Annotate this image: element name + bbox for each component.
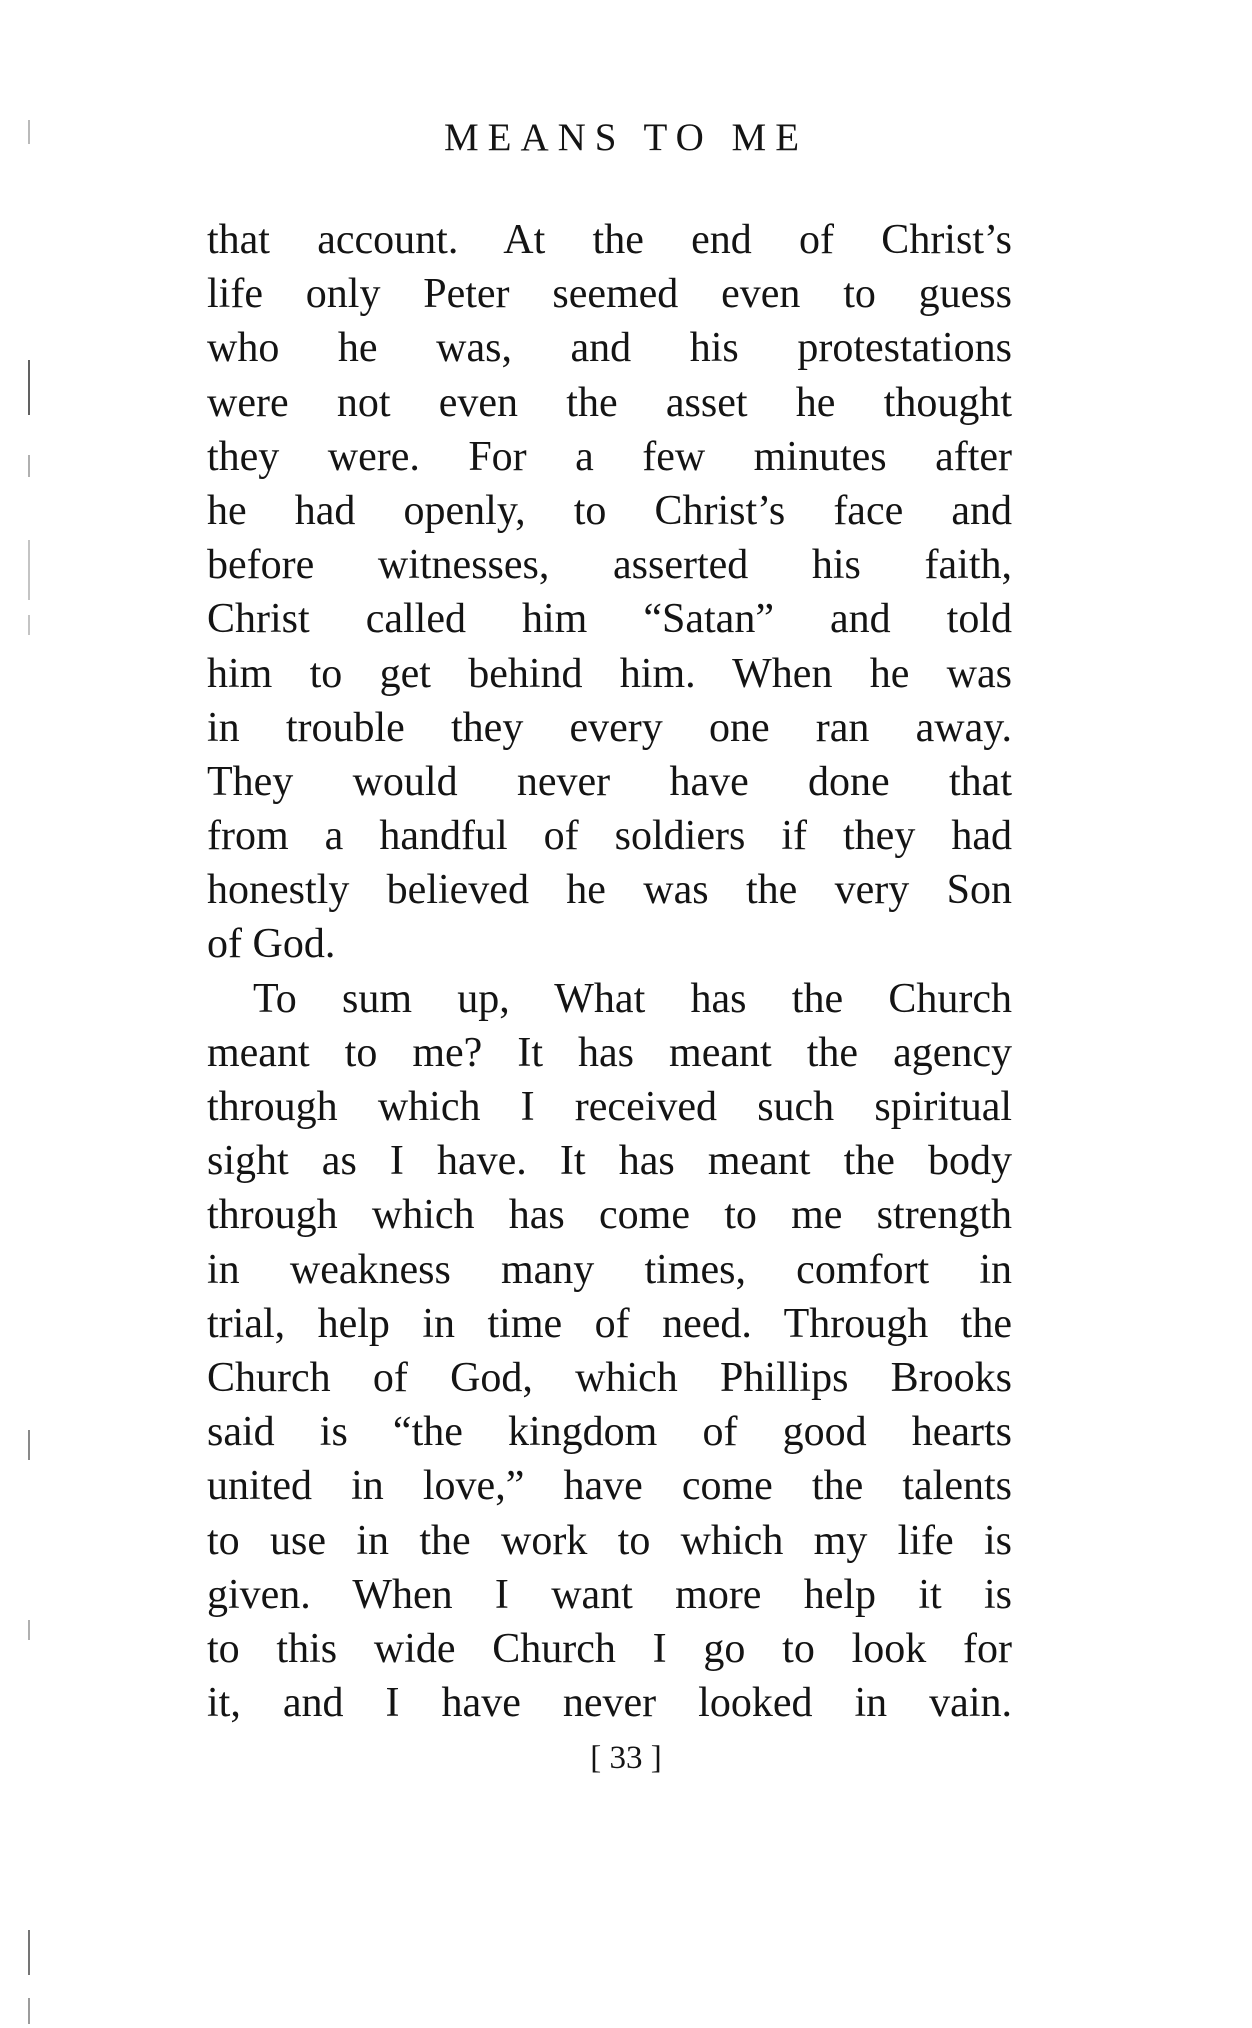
scan-mark [28,540,30,600]
page-number: [ 33 ] [590,1740,662,1776]
scan-mark [28,1430,30,1460]
scan-mark [28,1998,30,2024]
text-line: of God. [207,921,336,968]
text-line: who he was, and his protestations [207,325,1012,372]
text-line: he had openly, to Christ’s face and [207,487,1012,534]
text-line: before witnesses, asserted his faith, [207,542,1012,589]
text-line: through which I received such spiritual [207,1084,1012,1130]
text-line: through which has come to me strength [207,1192,1012,1239]
text-line: from a handful of soldiers if they had [207,813,1012,860]
text-line: it, and I have never looked in vain. [207,1680,1012,1727]
text-line: that account. At the end of Christ’s [207,217,1012,263]
text-line: meant to me? It has meant the agency [207,1029,1012,1076]
text-line: Church of God, which Phillips Brooks [207,1354,1012,1401]
text-line: To sum up, What has the Church [253,975,1012,1022]
text-line: were not even the asset he thought [207,379,1012,426]
text-line: to this wide Church I go to look for [207,1625,1012,1672]
text-line: to use in the work to which my life is [207,1517,1012,1564]
text-line: they were. For a few minutes after [207,433,1012,480]
scan-mark [28,1930,30,1975]
body-text [207,213,1012,1730]
scan-mark [28,615,30,635]
scan-mark [28,1620,30,1640]
text-line: sight as I have. It has meant the body [207,1138,1012,1185]
text-line: in trouble they every one ran away. [207,704,1012,751]
text-line: in weakness many times, comfort in [207,1246,1012,1293]
running-head: MEANS TO ME [443,116,809,159]
text-line: They would never have done that [207,758,1012,805]
text-line: given. When I want more help it is [207,1571,1012,1618]
text-line: life only Peter seemed even to guess [207,271,1012,318]
text-line: trial, help in time of need. Through the [207,1300,1012,1347]
scan-mark [28,455,30,477]
text-line: Christ called him “Satan” and told [207,596,1012,643]
text-line: united in love,” have come the talents [207,1463,1012,1510]
text-line: him to get behind him. When he was [207,650,1012,697]
scan-mark [28,360,30,415]
text-line: said is “the kingdom of good hearts [207,1409,1012,1456]
text-line: honestly believed he was the very Son [207,867,1012,914]
